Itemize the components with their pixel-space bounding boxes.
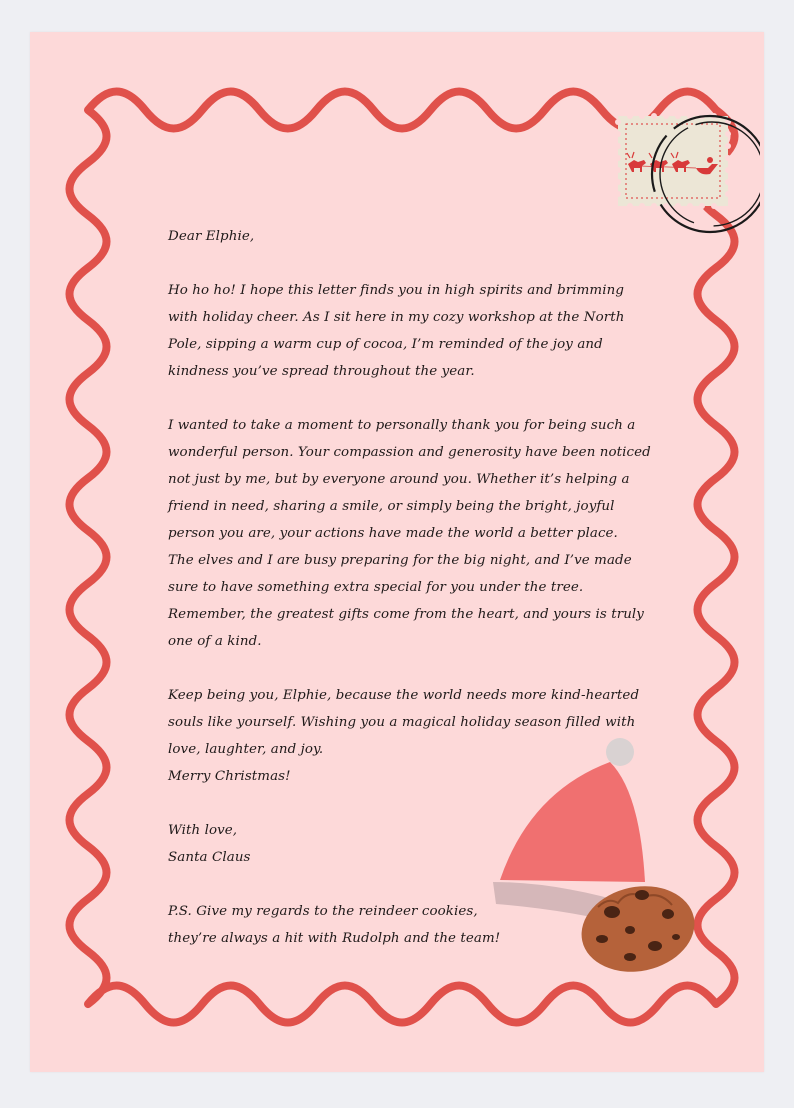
- text-line: person you are, your actions have made the world a better place.: [168, 526, 618, 541]
- closing-line: With love,: [168, 823, 238, 838]
- salutation-line: Dear Elphie,: [168, 229, 255, 244]
- text-line: wonderful person. Your compassion and generosity have been noticed: [168, 445, 651, 460]
- text-line: sure to have something extra special for you under the tree.: [168, 580, 584, 595]
- text-line: with holiday cheer. As I sit here in my cozy workshop at the North: [168, 310, 625, 325]
- paragraph-2: [168, 412, 708, 655]
- text-line: love, laughter, and joy.: [168, 742, 324, 757]
- text-line: one of a kind.: [168, 634, 262, 649]
- letter-page: [30, 32, 764, 1072]
- santa-sleigh-stamp: [610, 102, 760, 242]
- santa-hat-icon: [490, 732, 700, 982]
- text-line: Merry Christmas!: [168, 769, 291, 784]
- text-line: Ho ho ho! I hope this letter finds you in high spirits and brimming: [168, 283, 624, 298]
- text-line: I wanted to take a moment to personally thank you for being such a: [168, 418, 636, 433]
- text-line: kindness you’ve spread throughout the year.: [168, 364, 475, 379]
- text-line: souls like yourself. Wishing you a magical holiday season filled with: [168, 715, 636, 730]
- text-line: they’re always a hit with Rudolph and the team!: [168, 931, 501, 946]
- text-line: P.S. Give my regards to the reindeer cookies,: [168, 904, 478, 919]
- text-line: Pole, sipping a warm cup of cocoa, I’m reminded of the joy and: [168, 337, 603, 352]
- text-line: Keep being you, Elphie, because the world needs more kind-hearted: [168, 688, 640, 703]
- text-line: Remember, the greatest gifts come from the heart, and yours is truly: [168, 607, 644, 622]
- text-line: The elves and I are busy preparing for the big night, and I’ve made: [168, 553, 632, 568]
- signature: Santa Claus: [168, 850, 251, 865]
- cookie-icon: [574, 876, 700, 982]
- text-line: friend in need, sharing a smile, or simply being the bright, joyful: [168, 499, 615, 514]
- paragraph-1: [168, 277, 708, 385]
- text-line: not just by me, but by everyone around you. Whether it’s helping a: [168, 472, 630, 487]
